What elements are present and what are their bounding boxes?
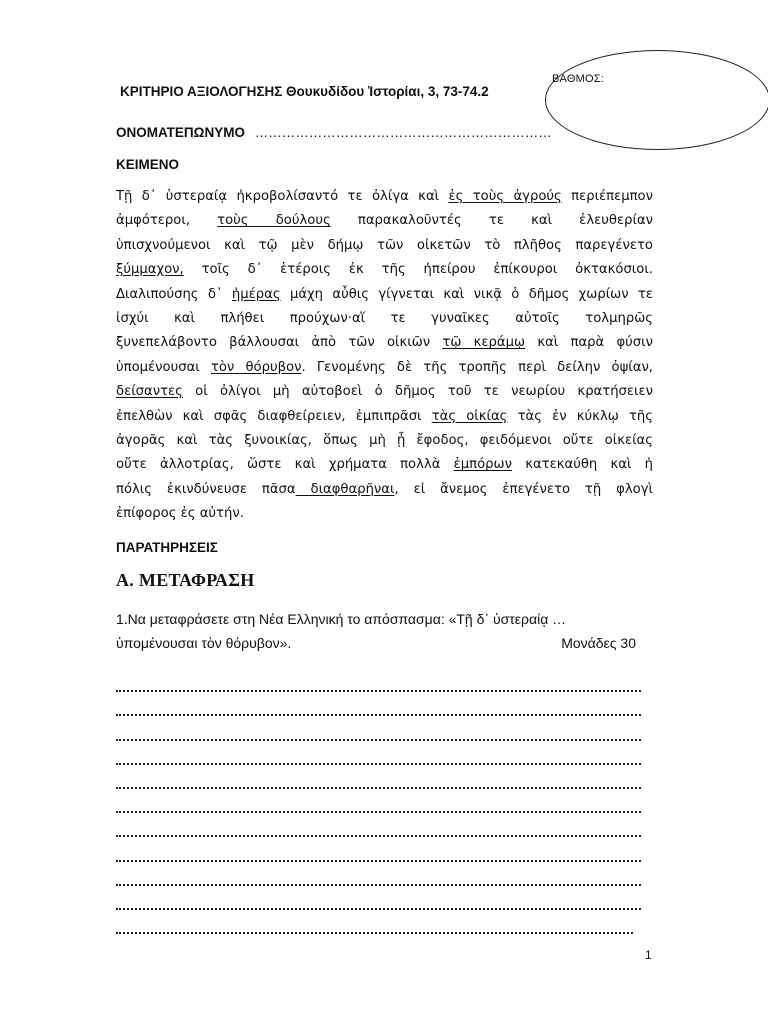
grade-label: ΒΑΘΜΟΣ:	[552, 73, 604, 85]
page-title: ΚΡΙΤΗΡΙΟ ΑΞΙΟΛΟΓΗΣΗΣ Θουκυδίδου Ἱστορίαι, 3, 73-74.2	[120, 84, 489, 99]
text-heading: ΚΕΙΜΕΝΟ	[116, 157, 180, 172]
text-segment: παρακαλοῦντές τε καὶ ἐλευθερίαν	[330, 213, 653, 229]
underlined-term: ἐς τοὺς ἀγρούς	[448, 189, 562, 204]
text-segment: τὰς ἐν κύκλῳ τῆς	[507, 408, 653, 424]
ancient-greek-text	[116, 185, 653, 526]
text-segment: Τῇ δ᾽ ὑστεραίᾳ ἠκροβολίσαντό τε ὀλίγα καὶ	[116, 189, 449, 204]
text-segment: . Γενομένης δὲ τῆς τροπῆς περὶ δείλην ὀψίαν,	[301, 359, 653, 375]
text-line	[116, 331, 653, 355]
text-line	[116, 405, 653, 429]
text-line	[116, 185, 653, 209]
answer-line[interactable]	[116, 692, 641, 716]
answer-line[interactable]	[116, 716, 641, 740]
answer-line[interactable]	[116, 910, 633, 934]
text-segment: ξυνεπελάβοντο βάλλουσαι ἀπὸ τῶν οἰκιῶν	[116, 335, 443, 351]
grade-oval	[545, 50, 768, 150]
text-segment: πόλις ἐκινδύνευσε πᾶσα	[116, 481, 296, 497]
text-segment: , εἰ ἄνεμος ἐπεγένετο τῇ φλογὶ	[394, 481, 653, 497]
name-label: ΟΝΟΜΑΤΕΠΩΝΥΜΟ	[116, 125, 245, 140]
text-segment: οὔτε ἀλλοτρίας, ὥστε καὶ χρήματα πολλὰ	[116, 457, 454, 473]
text-segment: ὑπισχνούμενοι καὶ τῷ μὲν δήμῳ τῶν οἰκετῶν τὸ πλῆθος παρεγένετο	[116, 237, 653, 253]
text-segment: τοῖς δ᾽ ἑτέροις ἐκ τῆς ἠπείρου ἐπίκουροι ὀκτακόσιοι.	[183, 262, 653, 278]
translation-question	[116, 607, 653, 655]
text-line	[116, 258, 653, 282]
text-segment: ἰσχύι καὶ πλήθει προύχων·αἵ τε γυναῖκες αὐτοῖς τολμηρῶς	[116, 310, 653, 326]
name-dots: …………………………………………………………	[254, 125, 552, 140]
answer-line[interactable]	[116, 789, 641, 813]
answer-line[interactable]	[116, 886, 641, 910]
text-segment: ἐπίφορος ἐς αὐτήν.	[116, 506, 244, 522]
text-line	[116, 356, 653, 380]
text-segment: ἐπελθὼν καὶ σφᾶς διαφθείρειεν, ἐμπιπρᾶσι	[116, 408, 432, 424]
underlined-term: τὰς οἰκίας	[431, 408, 508, 424]
text-line	[116, 307, 653, 331]
text-segment: ἀγορᾶς καὶ τὰς ξυνοικίας, ὅπως μὴ ᾖ ἔφοδος, φειδόμενοι οὔτε οἰκείας	[116, 432, 653, 448]
text-line	[116, 209, 653, 233]
notes-heading: ΠΑΡΑΤΗΡΗΣΕΙΣ	[116, 540, 218, 555]
underlined-term: τῷ κεράμῳ	[442, 335, 526, 351]
text-line	[116, 429, 653, 453]
underlined-term: ἡμέρας	[231, 286, 281, 302]
student-name-field	[116, 125, 552, 140]
underlined-term: ἐμπόρων	[453, 457, 512, 473]
text-segment: οἱ ὀλίγοι μὴ αὐτοβοεὶ ὁ δῆμος τοῦ τε νεωρίου κρατήσειεν	[182, 384, 653, 400]
text-segment: ὑπομένουσαι	[116, 359, 211, 375]
text-segment: καὶ παρὰ φύσιν	[525, 335, 653, 351]
text-segment: ἀμφότεροι,	[116, 213, 218, 229]
page-number: 1	[645, 948, 652, 962]
text-segment: μάχη αὖθις γίγνεται καὶ νικᾷ ὁ δῆμος χωρίων τε	[280, 286, 653, 302]
text-segment: κατεκαύθη καὶ ἡ	[511, 457, 653, 473]
text-line	[116, 502, 653, 526]
answer-line[interactable]	[116, 668, 641, 692]
answer-line[interactable]	[116, 837, 641, 861]
underlined-term: διαφθαρῆναι	[295, 481, 395, 497]
points-label: Μονάδες 30	[561, 635, 636, 651]
question-line-2-text: ὑπομένουσαι τὸν θόρυβον».	[116, 635, 292, 651]
answer-line[interactable]	[116, 765, 641, 789]
underlined-term: τὸν θόρυβον	[210, 359, 302, 375]
answer-line[interactable]	[116, 741, 641, 765]
text-line	[116, 234, 653, 258]
underlined-term: ξύμμαχον,	[116, 262, 184, 278]
answer-line[interactable]	[116, 813, 641, 837]
question-line-1: 1.Να μεταφράσετε στη Νέα Ελληνική το απόσπασμα: «Τῇ δ᾽ ὑστεραίᾳ …	[116, 611, 567, 627]
answer-area[interactable]	[116, 668, 641, 934]
translation-heading: Α. ΜΕΤΑΦΡΑΣΗ	[116, 570, 255, 590]
underlined-term: τοὺς δούλους	[217, 213, 331, 229]
text-line	[116, 283, 653, 307]
underlined-term: δείσαντες	[116, 384, 183, 400]
answer-line[interactable]	[116, 862, 641, 886]
text-line	[116, 453, 653, 477]
question-line-2	[116, 631, 636, 655]
text-line	[116, 478, 653, 502]
text-segment: Διαλιπούσης δ᾽	[116, 286, 232, 302]
text-line	[116, 380, 653, 404]
text-segment: περιέπεμπον	[561, 189, 653, 204]
